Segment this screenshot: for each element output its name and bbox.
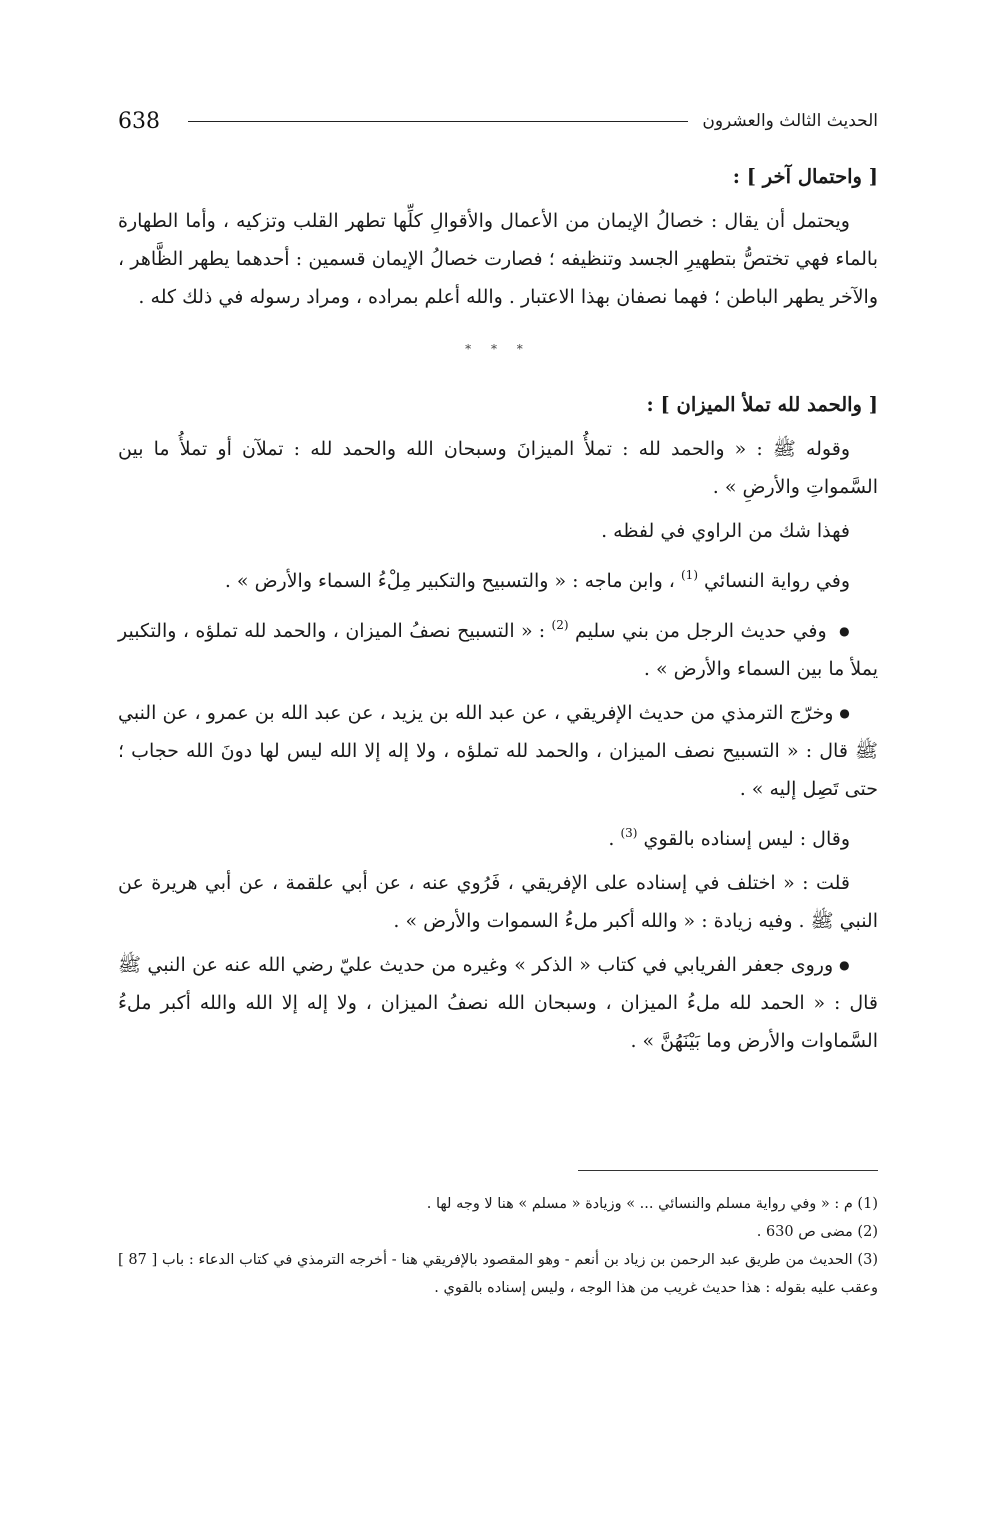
footnote-1: (1) م : « وفي رواية مسلم والنسائي ... » وزيادة « مسلم » هنا لا وجه لها .	[426, 1196, 878, 1212]
paragraph-8: قلت : « اختلف في إسناده على الإفريقي ، فَرُوي عنه ، عن أبي علقمة ، عن أبي هريرة عن النبي ﷺ . وفيه زيادة : « والله أكبر ملءُ السموات والأرض » .	[118, 872, 878, 932]
footnote-rule	[578, 1170, 878, 1171]
footnote-3: (3) الحديث من طريق عبد الرحمن بن زياد بن أنعم - وهو المقصود بالإفريقي هنا - أخرجه الترمذي في كتاب الدعاء : باب [ 87 ] وعقب عليه بقوله : هذا حديث غريب من هذا الوجه ، وليس إسناده بالقوي .	[118, 1252, 878, 1296]
page-header	[118, 104, 878, 138]
paragraph-4-text-b: ، وابن ماجه : « والتسبيح والتكبير مِلْءُ السماء والأرض » .	[224, 570, 675, 592]
paragraph-3: فهذا شك من الراوي في لفظه .	[601, 520, 850, 542]
paragraph-7-text-b: .	[608, 828, 615, 850]
header-rule	[188, 121, 688, 122]
footnote-2: (2) مضى ص 630 .	[756, 1224, 878, 1240]
main-text	[118, 150, 878, 1060]
section-separator: * * *	[465, 342, 531, 356]
paragraph-7	[118, 814, 878, 858]
paragraph-5-text-a: وفي حديث الرجل من بني سليم	[575, 620, 827, 642]
paragraph-1: ويحتمل أن يقال : خصالُ الإيمان من الأعمال والأقوالِ كلِّها تطهر القلب وتزكيه ، وأما الطهارة بالماء فهي تختصُّ بتطهيرِ الجسد وتنظيفه ؛ فصارت خصالُ الإيمان قسمين : أحدهما يطهر الظَّاهر ، والآخر يطهر الباطن ؛ فهما نصفان بهذا الاعتبار . والله أعلم بمراده ، ومراد رسوله في ذلك كله .	[118, 210, 878, 308]
footnote-ref-3: (3)	[620, 826, 638, 840]
section-heading-1: [ واحتمال آخر ] :	[732, 165, 878, 188]
footnotes	[118, 1190, 878, 1302]
paragraph-2: وقوله ﷺ : « والحمد لله : تملأُ الميزانَ وسبحان الله والحمد لله : تملآن أو تملأُ ما بين السَّمواتِ والأرضِ » .	[118, 438, 878, 498]
paragraph-9: ● وروى جعفر الفريابي في كتاب « الذكر » وغيره من حديث عليّ رضي الله عنه عن النبي ﷺ قال : « الحمد لله ملءُ الميزان ، وسبحان الله نصفُ الميزان ، ولا إله إلا الله والله أكبر ملءُ السَّماوات والأرض وما بَيْنَهُنَّ » .	[118, 946, 878, 1060]
running-title: الحديث الثالث والعشرون	[702, 111, 878, 131]
footnote-ref-1: (1)	[680, 568, 698, 582]
footnote-ref-2: (2)	[551, 618, 569, 632]
page-number: 638	[118, 108, 160, 134]
paragraph-4-text-a: وفي رواية النسائي	[704, 570, 850, 592]
paragraph-6: ● وخرّج الترمذي من حديث الإفريقي ، عن عبد الله بن يزيد ، عن عبد الله بن عمرو ، عن النبي ﷺ قال : « التسبيح نصف الميزان ، والحمد لله تملؤه ، ولا إله إلا الله ليس لها دونَ الله حجاب ؛ حتى تَصِل إليه » .	[118, 694, 878, 808]
paragraph-5-text-b: : « التسبيح نصفُ الميزان ، والحمد لله تملؤه ، والتكبير يملأ ما بين السماء والأرض » .	[118, 620, 878, 680]
section-heading-2: [ والحمد لله تملأ الميزان ] :	[646, 393, 878, 416]
paragraph-7-text-a: وقال : ليس إسناده بالقوي	[643, 828, 850, 850]
paragraph-4	[118, 556, 878, 600]
paragraph-5	[118, 606, 878, 688]
